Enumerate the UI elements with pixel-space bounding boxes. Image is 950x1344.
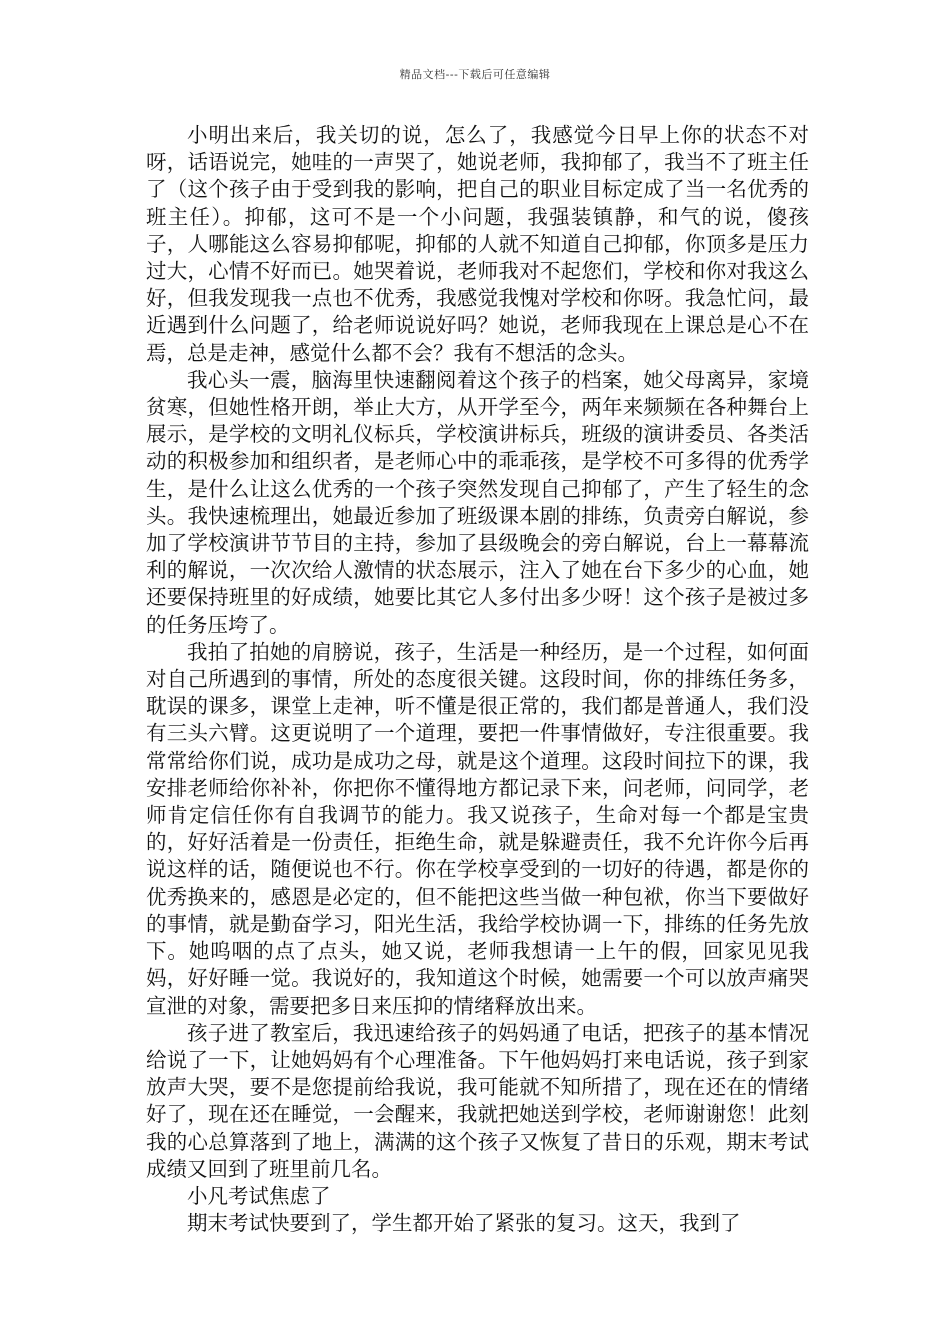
paragraph-teacher-reflection: 我心头一震，脑海里快速翻阅着这个孩子的档案，她父母离异，家境贫寒，但她性格开朗，举止大方，从开学至今，两年来频频在各种舞台上展示，是学校的文明礼仪标兵，学校演讲标兵，班级的演讲委员、各类活动的积极参加和组织者，是老师心中的乖乖孩，是学校不可多得的优秀学生，是什么让这么优秀的一个孩子突然发现自己抑郁了，产生了轻生的念头。我快速梳理出，她最近参加了班级课本剧的排练，负责旁白解说，参加了学校演讲节节目的主持，参加了县级晚会的旁白解说，台上一幕幕流利的解说，一次次给人激情的状态展示，注入了她在台下多少的心血，她还要保持班里的好成绩，她要比其它人多付出多少呀！这个孩子是被过多的任务压垮了。: [146, 367, 809, 637]
paragraph-xiaoming-crying: 小明出来后，我关切的说，怎么了，我感觉今日早上你的状态不对呀，话语说完，她哇的一声哭了，她说老师，我抑郁了，我当不了班主任了（这个孩子由于受到我的影响，把自己的职业目标定成了当一名优秀的班主任）。抑郁，这可不是一个小问题，我强装镇静，和气的说，傻孩子，人哪能这么容易抑郁呢，抑郁的人就不知道自己抑郁，你顶多是压力过大，心情不好而已。她哭着说，老师我对不起您们，学校和你对我这么好，但我发现我一点也不优秀，我感觉我愧对学校和你呀。我急忙问，最近遇到什么问题了，给老师说说好吗？她说，老师我现在上课总是心不在焉，总是走神，感觉什么都不会？我有不想活的念头。: [146, 123, 809, 365]
paragraph-call-mother: 孩子进了教室后，我迅速给孩子的妈妈通了电话，把孩子的基本情况给说了一下，让她妈妈有个心理准备。下午他妈妈打来电话说，孩子到家放声大哭，要不是您提前给我说，我可能就不知所措了，现在还在的情绪好了，现在还在睡觉，一会醒来，我就把她送到学校，老师谢谢您！此刻我的心总算落到了地上，满满的这个孩子又恢复了昔日的乐观，期末考试成绩又回到了班里前几名。: [146, 1020, 809, 1181]
paragraph-exam-coming: 期末考试快要到了，学生都开始了紧张的复习。这天，我到了: [187, 1211, 741, 1236]
paragraph-teacher-advice: 我拍了拍她的肩膀说，孩子，生活是一种经历，是一个过程，如何面对自己所遇到的事情，所处的态度很关键。这段时间，你的排练任务多，耽误的课多，课堂上走神，听不懂是很正常的，我们都是普通人，我们没有三头六臂。这更说明了一个道理，要把一件事情做好，专注很重要。我常常给你们说，成功是成功之母，就是这个道理。这段时间拉下的课，我安排老师给你补补，你把你不懂得地方都记录下来，问老师，问同学，老师肯定信任你有自我调节的能力。我又说孩子，生命对每一个都是宝贵的，好好活着是一份责任，拒绝生命，就是躲避责任，我不允许你今后再说这样的话，随便说也不行。你在学校享受到的一切好的待遇，都是你的优秀换来的，感恩是必定的，但不能把这些当做一种包袱，你当下要做好的事情，就是勤奋学习，阳光生活，我给学校协调一下，排练的任务先放下。她呜咽的点了点头，她又说，老师我想请一上午的假，回家见见我妈，好好睡一觉。我说好的，我知道这个时候，她需要一个可以放声痛哭宣泄的对象，需要把多日来压抑的情绪释放出来。: [146, 639, 809, 1018]
document-body: [146, 122, 809, 1237]
page-header: 精品文档---下载后可任意编辑: [399, 68, 551, 81]
section-heading-xiaofan: 小凡考试焦虑了: [187, 1183, 331, 1208]
